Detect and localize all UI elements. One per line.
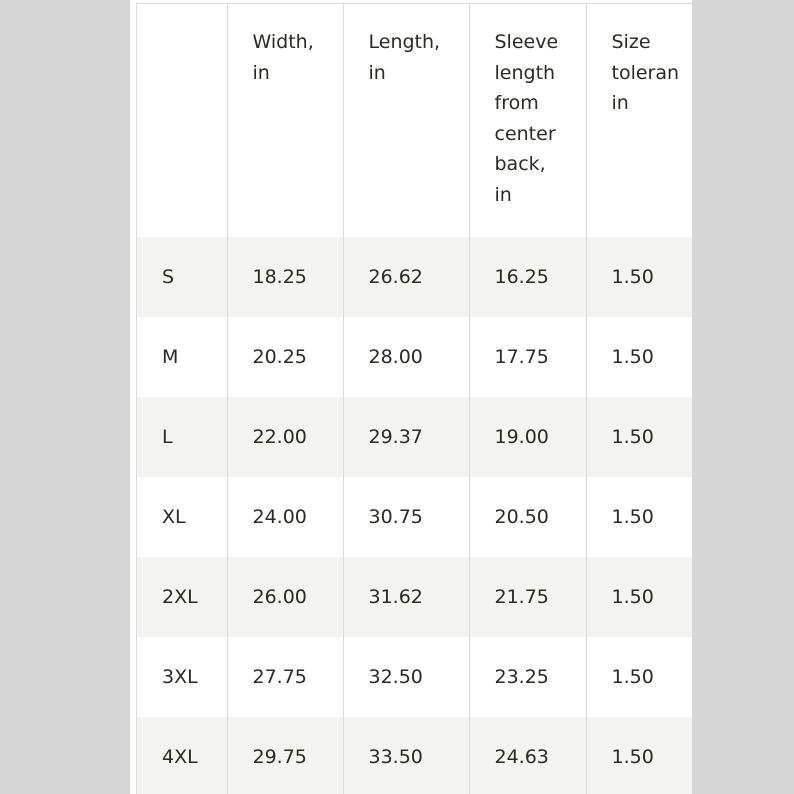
header-length bbox=[343, 4, 469, 237]
cell-tolerance: 1.50 bbox=[586, 717, 692, 794]
cell-sleeve-length: 17.75 bbox=[469, 317, 586, 397]
header-sleeve-line: length bbox=[494, 61, 556, 84]
cell-sleeve-length: 23.25 bbox=[469, 637, 586, 717]
table-row bbox=[137, 237, 692, 317]
cell-tolerance: 1.50 bbox=[586, 637, 692, 717]
cell-tolerance: 1.50 bbox=[586, 237, 692, 317]
header-sleeve-line: center bbox=[494, 122, 556, 145]
cell-length: 31.62 bbox=[343, 557, 469, 637]
table-row bbox=[137, 717, 692, 794]
table-row bbox=[137, 317, 692, 397]
cell-width: 18.25 bbox=[227, 237, 343, 317]
cell-size: 3XL bbox=[137, 637, 227, 717]
size-chart-container[interactable] bbox=[136, 3, 692, 794]
cell-size: S bbox=[137, 237, 227, 317]
cell-size: M bbox=[137, 317, 227, 397]
cell-size: 4XL bbox=[137, 717, 227, 794]
table-row bbox=[137, 557, 692, 637]
cell-length: 30.75 bbox=[343, 477, 469, 557]
cell-tolerance: 1.50 bbox=[586, 477, 692, 557]
page bbox=[130, 0, 692, 794]
header-tolerance-line: Size bbox=[611, 31, 651, 53]
cell-sleeve-length: 21.75 bbox=[469, 557, 586, 637]
header-sleeve-line: back, bbox=[494, 153, 546, 175]
cell-length: 28.00 bbox=[343, 317, 469, 397]
cell-length: 26.62 bbox=[343, 237, 469, 317]
cell-width: 27.75 bbox=[227, 637, 343, 717]
table-row bbox=[137, 477, 692, 557]
header-length-line: Length, bbox=[368, 31, 441, 53]
cell-width: 26.00 bbox=[227, 557, 343, 637]
size-chart-table bbox=[137, 4, 692, 794]
cell-length: 33.50 bbox=[343, 717, 469, 794]
cell-tolerance: 1.50 bbox=[586, 557, 692, 637]
cell-sleeve-length: 24.63 bbox=[469, 717, 586, 794]
header-size-tolerance bbox=[586, 4, 692, 237]
cell-size: L bbox=[137, 397, 227, 477]
header-width-line: in bbox=[252, 61, 270, 84]
cell-size: XL bbox=[137, 477, 227, 557]
header-sleeve-line: Sleeve bbox=[494, 31, 559, 53]
table-row bbox=[137, 397, 692, 477]
header-length-line: in bbox=[368, 61, 386, 84]
cell-width: 20.25 bbox=[227, 317, 343, 397]
header-sleeve-length bbox=[469, 4, 586, 237]
header-size bbox=[137, 4, 227, 237]
cell-sleeve-length: 19.00 bbox=[469, 397, 586, 477]
header-sleeve-line: from bbox=[494, 92, 539, 114]
header-width bbox=[227, 4, 343, 237]
header-sleeve-line: in bbox=[494, 183, 512, 206]
header-width-line: Width, bbox=[252, 31, 314, 53]
header-tolerance-line: in bbox=[611, 92, 629, 114]
cell-tolerance: 1.50 bbox=[586, 397, 692, 477]
cell-tolerance: 1.50 bbox=[586, 317, 692, 397]
table-row bbox=[137, 637, 692, 717]
cell-size: 2XL bbox=[137, 557, 227, 637]
cell-width: 22.00 bbox=[227, 397, 343, 477]
cell-width: 24.00 bbox=[227, 477, 343, 557]
cell-sleeve-length: 16.25 bbox=[469, 237, 586, 317]
header-tolerance-line: toleran bbox=[611, 61, 680, 84]
cell-length: 29.37 bbox=[343, 397, 469, 477]
cell-sleeve-length: 20.50 bbox=[469, 477, 586, 557]
cell-width: 29.75 bbox=[227, 717, 343, 794]
cell-length: 32.50 bbox=[343, 637, 469, 717]
header-row bbox=[137, 4, 692, 237]
